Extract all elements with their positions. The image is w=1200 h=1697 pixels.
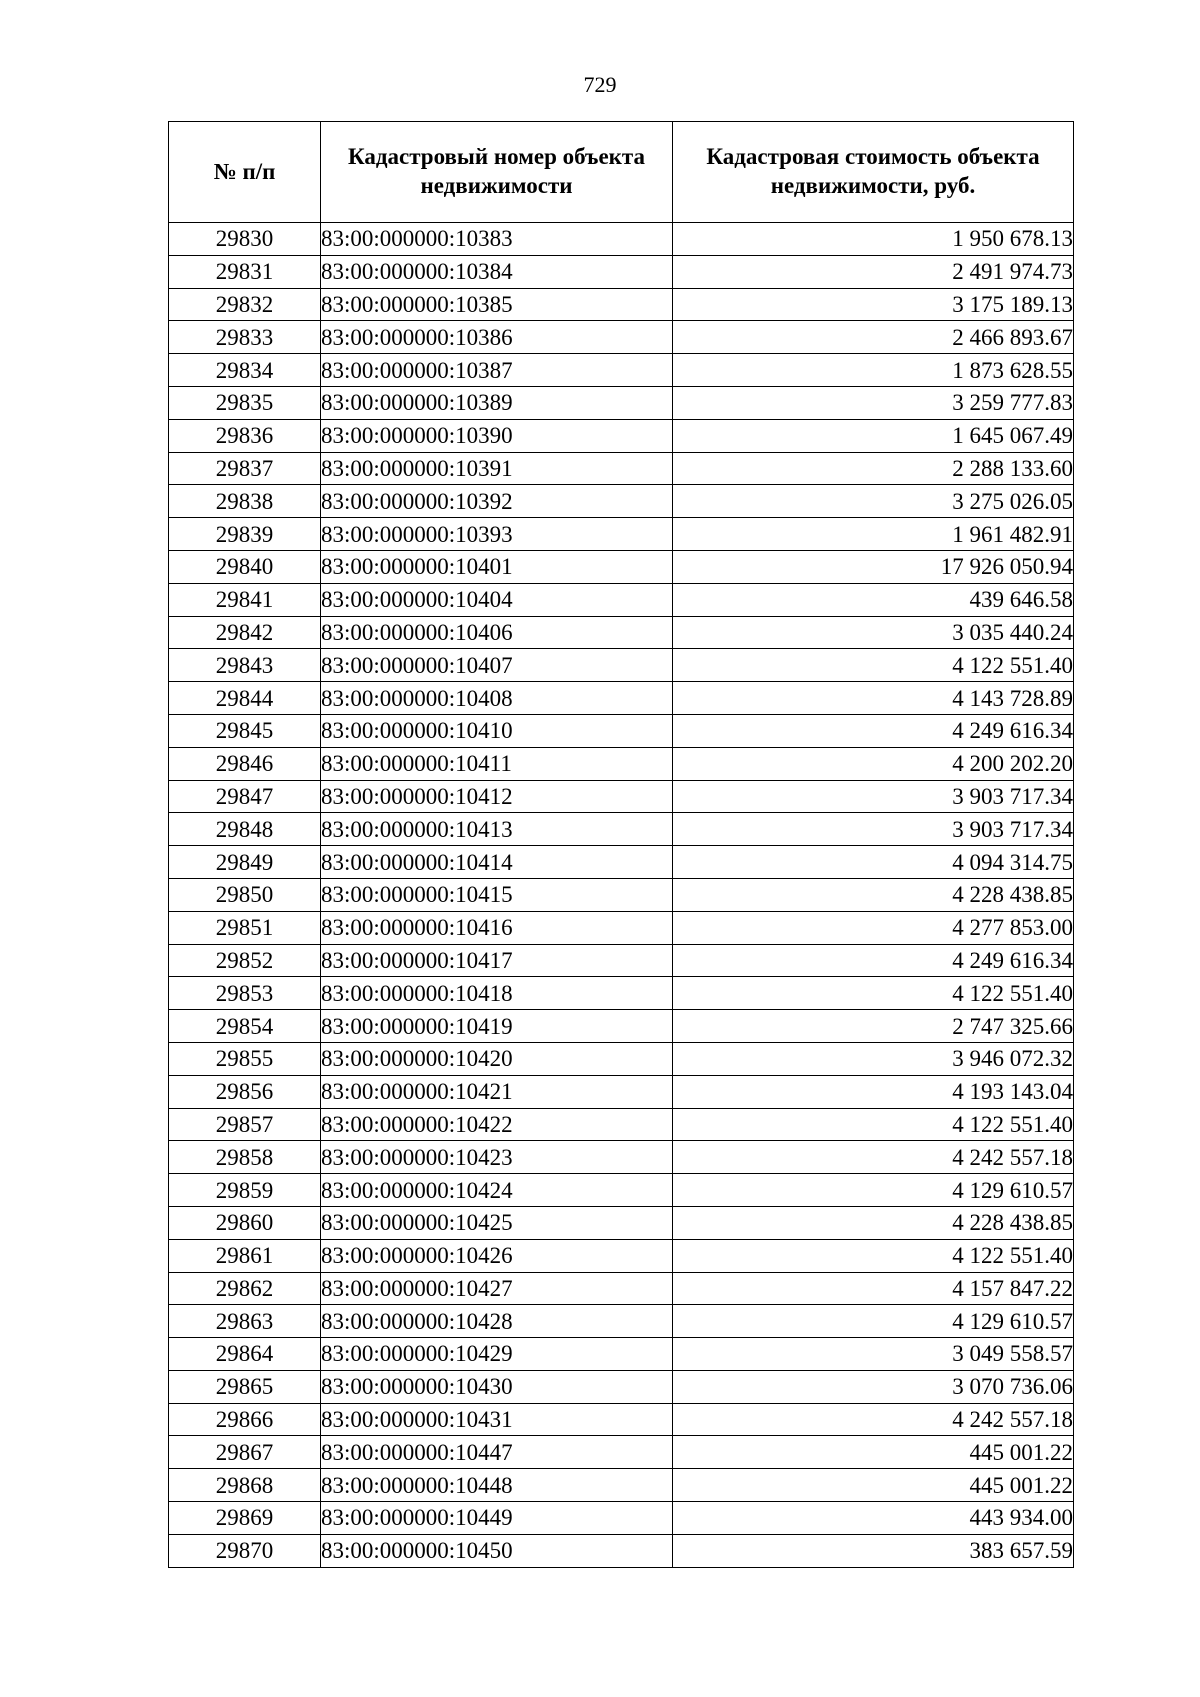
table-row xyxy=(169,1436,1074,1469)
table-row xyxy=(169,780,1074,813)
cadastral-value-cell: 1 961 482.91 xyxy=(673,518,1074,551)
table-row xyxy=(169,288,1074,321)
cadastral-value-cell: 3 946 072.32 xyxy=(673,1042,1074,1075)
row-number-cell: 29860 xyxy=(169,1206,321,1239)
table-row xyxy=(169,1370,1074,1403)
cadastral-value-cell: 4 122 551.40 xyxy=(673,1239,1074,1272)
row-number-cell: 29864 xyxy=(169,1338,321,1371)
cadastral-value-cell: 443 934.00 xyxy=(673,1502,1074,1535)
cadastral-number-cell: 83:00:000000:10389 xyxy=(321,386,673,419)
row-number-cell: 29852 xyxy=(169,944,321,977)
row-number-cell: 29870 xyxy=(169,1534,321,1567)
table-row xyxy=(169,321,1074,354)
table-row xyxy=(169,485,1074,518)
cadastral-number-cell: 83:00:000000:10428 xyxy=(321,1305,673,1338)
row-number-cell: 29865 xyxy=(169,1370,321,1403)
row-number-cell: 29848 xyxy=(169,813,321,846)
table-row xyxy=(169,1305,1074,1338)
cadastral-number-cell: 83:00:000000:10413 xyxy=(321,813,673,846)
row-number-cell: 29836 xyxy=(169,419,321,452)
cadastral-value-cell: 4 249 616.34 xyxy=(673,714,1074,747)
cadastral-number-cell: 83:00:000000:10416 xyxy=(321,911,673,944)
table-row xyxy=(169,977,1074,1010)
table-row xyxy=(169,1403,1074,1436)
cadastral-value-cell: 4 242 557.18 xyxy=(673,1403,1074,1436)
table-row xyxy=(169,452,1074,485)
cadastral-value-cell: 2 288 133.60 xyxy=(673,452,1074,485)
row-number-cell: 29839 xyxy=(169,518,321,551)
table-row xyxy=(169,1141,1074,1174)
table-row xyxy=(169,518,1074,551)
table-row xyxy=(169,1174,1074,1207)
row-number-cell: 29830 xyxy=(169,223,321,256)
row-number-cell: 29840 xyxy=(169,550,321,583)
row-number-cell: 29834 xyxy=(169,354,321,387)
cadastral-number-cell: 83:00:000000:10414 xyxy=(321,846,673,879)
row-number-cell: 29855 xyxy=(169,1042,321,1075)
cadastral-value-cell: 4 193 143.04 xyxy=(673,1075,1074,1108)
row-number-cell: 29850 xyxy=(169,878,321,911)
table-row xyxy=(169,616,1074,649)
cadastral-number-cell: 83:00:000000:10422 xyxy=(321,1108,673,1141)
cadastral-number-cell: 83:00:000000:10404 xyxy=(321,583,673,616)
header-row-number: № п/п xyxy=(169,122,321,223)
cadastral-number-cell: 83:00:000000:10419 xyxy=(321,1010,673,1043)
row-number-cell: 29835 xyxy=(169,386,321,419)
row-number-cell: 29851 xyxy=(169,911,321,944)
cadastral-number-cell: 83:00:000000:10450 xyxy=(321,1534,673,1567)
table-row xyxy=(169,1502,1074,1535)
cadastral-value-cell: 17 926 050.94 xyxy=(673,550,1074,583)
row-number-cell: 29853 xyxy=(169,977,321,1010)
cadastral-value-cell: 3 070 736.06 xyxy=(673,1370,1074,1403)
cadastral-value-cell: 4 122 551.40 xyxy=(673,649,1074,682)
cadastral-number-cell: 83:00:000000:10448 xyxy=(321,1469,673,1502)
row-number-cell: 29854 xyxy=(169,1010,321,1043)
table-body xyxy=(169,223,1074,1568)
row-number-cell: 29831 xyxy=(169,255,321,288)
table-row xyxy=(169,1469,1074,1502)
header-cadastral-value: Кадастровая стоимость объекта недвижимости, руб. xyxy=(673,122,1074,223)
table-row xyxy=(169,1239,1074,1272)
cadastral-value-cell: 1 873 628.55 xyxy=(673,354,1074,387)
table-row xyxy=(169,255,1074,288)
row-number-cell: 29844 xyxy=(169,682,321,715)
cadastral-number-cell: 83:00:000000:10407 xyxy=(321,649,673,682)
cadastral-number-cell: 83:00:000000:10427 xyxy=(321,1272,673,1305)
cadastral-number-cell: 83:00:000000:10426 xyxy=(321,1239,673,1272)
cadastral-value-cell: 4 228 438.85 xyxy=(673,1206,1074,1239)
row-number-cell: 29866 xyxy=(169,1403,321,1436)
table-row xyxy=(169,911,1074,944)
cadastral-number-cell: 83:00:000000:10447 xyxy=(321,1436,673,1469)
cadastral-number-cell: 83:00:000000:10431 xyxy=(321,1403,673,1436)
cadastral-value-cell: 3 035 440.24 xyxy=(673,616,1074,649)
row-number-cell: 29869 xyxy=(169,1502,321,1535)
cadastral-value-table xyxy=(168,121,1074,1568)
cadastral-value-cell: 4 094 314.75 xyxy=(673,846,1074,879)
cadastral-number-cell: 83:00:000000:10415 xyxy=(321,878,673,911)
table-row xyxy=(169,223,1074,256)
cadastral-value-cell: 445 001.22 xyxy=(673,1469,1074,1502)
row-number-cell: 29833 xyxy=(169,321,321,354)
cadastral-number-cell: 83:00:000000:10424 xyxy=(321,1174,673,1207)
table-row xyxy=(169,878,1074,911)
table-row xyxy=(169,1108,1074,1141)
cadastral-number-cell: 83:00:000000:10420 xyxy=(321,1042,673,1075)
cadastral-number-cell: 83:00:000000:10408 xyxy=(321,682,673,715)
row-number-cell: 29867 xyxy=(169,1436,321,1469)
cadastral-value-cell: 4 277 853.00 xyxy=(673,911,1074,944)
cadastral-value-cell: 4 249 616.34 xyxy=(673,944,1074,977)
table-row xyxy=(169,1010,1074,1043)
row-number-cell: 29858 xyxy=(169,1141,321,1174)
cadastral-number-cell: 83:00:000000:10401 xyxy=(321,550,673,583)
table-row xyxy=(169,550,1074,583)
table-row xyxy=(169,846,1074,879)
table-row xyxy=(169,1206,1074,1239)
cadastral-value-cell: 1 645 067.49 xyxy=(673,419,1074,452)
row-number-cell: 29857 xyxy=(169,1108,321,1141)
cadastral-number-cell: 83:00:000000:10406 xyxy=(321,616,673,649)
cadastral-number-cell: 83:00:000000:10390 xyxy=(321,419,673,452)
cadastral-number-cell: 83:00:000000:10425 xyxy=(321,1206,673,1239)
row-number-cell: 29842 xyxy=(169,616,321,649)
cadastral-value-cell: 4 122 551.40 xyxy=(673,977,1074,1010)
cadastral-value-cell: 2 491 974.73 xyxy=(673,255,1074,288)
cadastral-number-cell: 83:00:000000:10423 xyxy=(321,1141,673,1174)
row-number-cell: 29856 xyxy=(169,1075,321,1108)
cadastral-number-cell: 83:00:000000:10430 xyxy=(321,1370,673,1403)
cadastral-number-cell: 83:00:000000:10387 xyxy=(321,354,673,387)
row-number-cell: 29863 xyxy=(169,1305,321,1338)
table-row xyxy=(169,1338,1074,1371)
cadastral-value-cell: 3 259 777.83 xyxy=(673,386,1074,419)
row-number-cell: 29862 xyxy=(169,1272,321,1305)
cadastral-value-cell: 2 466 893.67 xyxy=(673,321,1074,354)
cadastral-value-cell: 4 129 610.57 xyxy=(673,1305,1074,1338)
table-row xyxy=(169,944,1074,977)
cadastral-number-cell: 83:00:000000:10391 xyxy=(321,452,673,485)
row-number-cell: 29841 xyxy=(169,583,321,616)
row-number-cell: 29838 xyxy=(169,485,321,518)
table-row xyxy=(169,354,1074,387)
cadastral-value-cell: 4 200 202.20 xyxy=(673,747,1074,780)
cadastral-value-cell: 3 175 189.13 xyxy=(673,288,1074,321)
cadastral-value-cell: 3 275 026.05 xyxy=(673,485,1074,518)
cadastral-value-cell: 1 950 678.13 xyxy=(673,223,1074,256)
cadastral-number-cell: 83:00:000000:10412 xyxy=(321,780,673,813)
table-row xyxy=(169,1042,1074,1075)
cadastral-number-cell: 83:00:000000:10421 xyxy=(321,1075,673,1108)
cadastral-number-cell: 83:00:000000:10384 xyxy=(321,255,673,288)
cadastral-number-cell: 83:00:000000:10418 xyxy=(321,977,673,1010)
cadastral-value-cell: 2 747 325.66 xyxy=(673,1010,1074,1043)
table-header-row xyxy=(169,122,1074,223)
cadastral-number-cell: 83:00:000000:10393 xyxy=(321,518,673,551)
cadastral-number-cell: 83:00:000000:10411 xyxy=(321,747,673,780)
cadastral-number-cell: 83:00:000000:10410 xyxy=(321,714,673,747)
table-row xyxy=(169,714,1074,747)
cadastral-number-cell: 83:00:000000:10392 xyxy=(321,485,673,518)
cadastral-value-cell: 439 646.58 xyxy=(673,583,1074,616)
row-number-cell: 29846 xyxy=(169,747,321,780)
cadastral-value-cell: 445 001.22 xyxy=(673,1436,1074,1469)
table-row xyxy=(169,747,1074,780)
table-row xyxy=(169,386,1074,419)
table-row xyxy=(169,649,1074,682)
table-row xyxy=(169,1075,1074,1108)
cadastral-number-cell: 83:00:000000:10386 xyxy=(321,321,673,354)
cadastral-number-cell: 83:00:000000:10417 xyxy=(321,944,673,977)
cadastral-value-cell: 383 657.59 xyxy=(673,1534,1074,1567)
row-number-cell: 29837 xyxy=(169,452,321,485)
row-number-cell: 29849 xyxy=(169,846,321,879)
row-number-cell: 29868 xyxy=(169,1469,321,1502)
table-row xyxy=(169,813,1074,846)
table-row xyxy=(169,1272,1074,1305)
cadastral-number-cell: 83:00:000000:10429 xyxy=(321,1338,673,1371)
page-number: 729 xyxy=(583,72,617,97)
cadastral-number-cell: 83:00:000000:10383 xyxy=(321,223,673,256)
table-row xyxy=(169,583,1074,616)
cadastral-value-cell: 3 903 717.34 xyxy=(673,780,1074,813)
table-row xyxy=(169,419,1074,452)
cadastral-value-cell: 4 242 557.18 xyxy=(673,1141,1074,1174)
cadastral-value-cell: 3 903 717.34 xyxy=(673,813,1074,846)
cadastral-number-cell: 83:00:000000:10385 xyxy=(321,288,673,321)
row-number-cell: 29832 xyxy=(169,288,321,321)
row-number-cell: 29847 xyxy=(169,780,321,813)
table-row xyxy=(169,682,1074,715)
header-cadastral-number: Кадастровый номер объекта недвижимости xyxy=(321,122,673,223)
row-number-cell: 29859 xyxy=(169,1174,321,1207)
cadastral-value-cell: 4 122 551.40 xyxy=(673,1108,1074,1141)
cadastral-value-cell: 4 157 847.22 xyxy=(673,1272,1074,1305)
row-number-cell: 29845 xyxy=(169,714,321,747)
row-number-cell: 29861 xyxy=(169,1239,321,1272)
table-row xyxy=(169,1534,1074,1567)
row-number-cell: 29843 xyxy=(169,649,321,682)
cadastral-value-cell: 4 143 728.89 xyxy=(673,682,1074,715)
cadastral-value-cell: 4 228 438.85 xyxy=(673,878,1074,911)
cadastral-value-cell: 3 049 558.57 xyxy=(673,1338,1074,1371)
cadastral-value-cell: 4 129 610.57 xyxy=(673,1174,1074,1207)
cadastral-number-cell: 83:00:000000:10449 xyxy=(321,1502,673,1535)
